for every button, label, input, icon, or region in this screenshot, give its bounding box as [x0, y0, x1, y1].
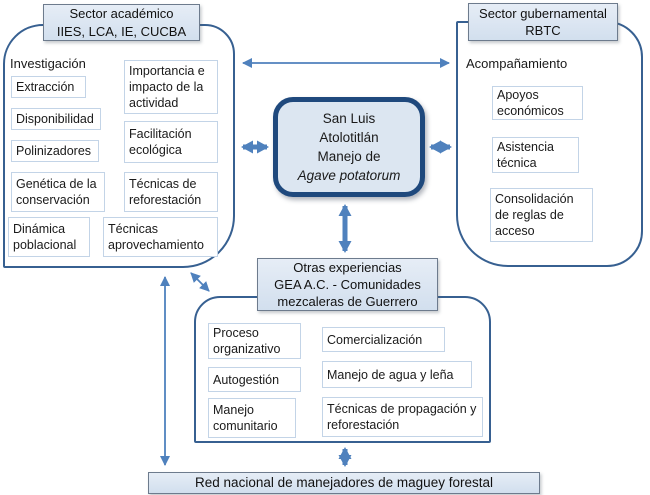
academic-box-reforestacion: Técnicas de reforestación — [124, 172, 218, 212]
academic-header-line1: Sector académico — [69, 6, 174, 22]
experiences-header — [257, 258, 438, 311]
center-line3: Manejo de — [317, 149, 381, 164]
experiences-box-comunitario: Manejo comunitario — [208, 398, 296, 438]
center-node-san-luis — [273, 97, 425, 197]
academic-box-facilitacion: Facilitación ecológica — [124, 121, 218, 163]
experiences-box-agua-lena: Manejo de agua y leña — [322, 361, 472, 388]
academic-header — [43, 4, 200, 41]
government-header-line1: Sector gubernamental — [479, 5, 607, 21]
academic-box-disponibilidad: Disponibilidad — [11, 108, 101, 130]
arrow-academic-experiences — [191, 273, 209, 291]
government-header — [468, 3, 618, 41]
academic-section-label: Investigación — [10, 56, 86, 71]
academic-header-line2: IIES, LCA, IE, CUCBA — [56, 23, 187, 39]
experiences-header-line3: mezcaleras de Guerrero — [277, 294, 418, 310]
government-box-apoyos: Apoyos económicos — [492, 86, 583, 120]
experiences-box-propagacion: Técnicas de propagación y reforestación — [322, 397, 483, 437]
experiences-box-proceso: Proceso organizativo — [208, 323, 301, 359]
academic-box-polinizadores: Polinizadores — [11, 140, 99, 162]
government-section-label: Acompañamiento — [466, 56, 568, 71]
network-bar: Red nacional de manejadores de maguey forestal — [148, 472, 540, 494]
government-header-line2: RBTC — [525, 23, 561, 38]
center-line1: San Luis — [322, 110, 376, 126]
experiences-header-line1: Otras experiencias — [293, 259, 402, 275]
center-line2: Atolotitlán — [319, 129, 379, 145]
academic-box-aprovechamiento: Técnicas aprovechamiento — [103, 217, 218, 257]
academic-box-importancia: Importancia e impacto de la actividad — [124, 60, 218, 114]
experiences-header-line2: GEA A.C. - Comunidades — [274, 276, 421, 292]
government-box-asistencia: Asistencia técnica — [492, 137, 579, 173]
academic-box-genetica: Genética de la conservación — [11, 172, 105, 212]
academic-box-extraccion: Extracción — [11, 76, 86, 98]
academic-box-dinamica: Dinámica poblacional — [8, 217, 90, 257]
experiences-box-autogestion: Autogestión — [208, 367, 301, 392]
experiences-box-comercializacion: Comercialización — [322, 327, 445, 352]
government-box-consolidacion: Consolidación de reglas de acceso — [490, 188, 593, 242]
center-species: Agave potatorum — [297, 168, 401, 184]
